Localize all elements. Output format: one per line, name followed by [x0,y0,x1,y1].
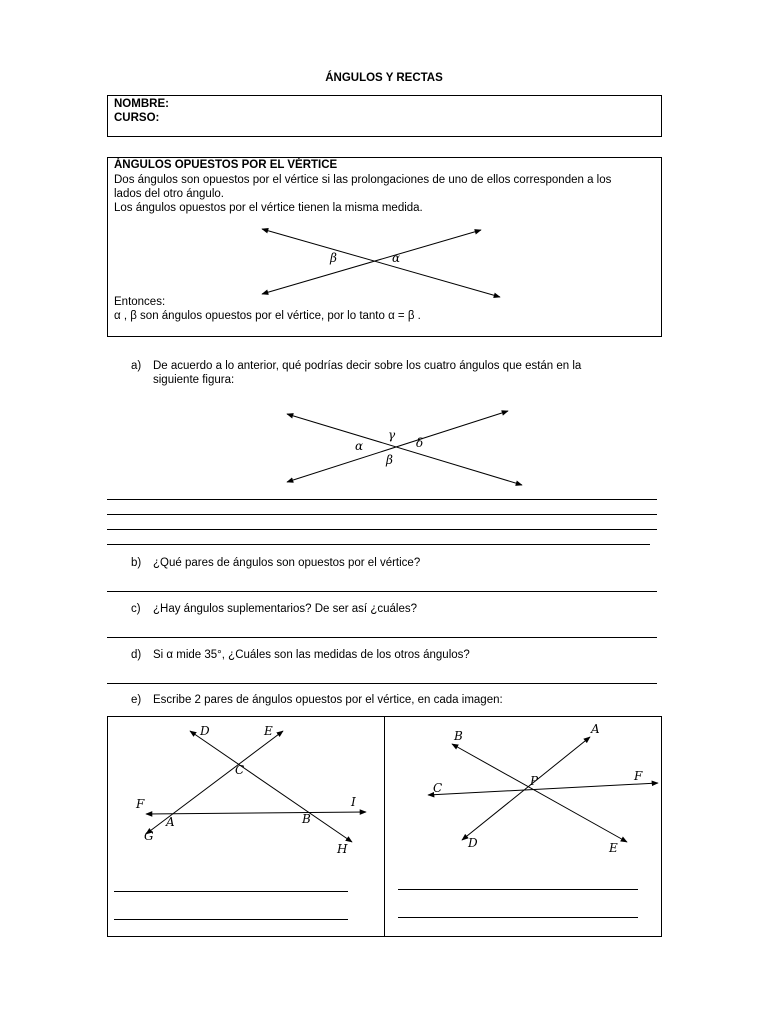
definition-line-2: lados del otro ángulo. [114,188,224,200]
right-label-e: E [609,841,618,855]
a-delta-label: δ [416,436,424,450]
left-label-i: I [351,795,356,809]
definition-line-3: Los ángulos opuestos por el vértice tienen la misma medida. [114,202,423,214]
left-line-fi [146,812,366,814]
left-label-a: A [166,815,175,829]
right-label-p: P [530,774,539,788]
a-gamma-label: γ [388,428,396,442]
question-b-text: ¿Qué pares de ángulos son opuestos por el vértice? [153,557,421,569]
left-label-b: B [302,812,311,826]
question-c-letter: c) [131,603,141,615]
a-alpha-label: α [355,439,364,453]
answer-line-e-right-2[interactable] [398,917,638,918]
def-beta-label: β [330,251,337,265]
question-e-letter: e) [131,694,142,706]
right-label-c: C [433,781,443,795]
course-label: CURSO: [114,112,160,124]
left-line-dh [190,731,352,842]
question-a-line-2: siguiente figura: [153,374,235,386]
a-beta-label: β [386,453,393,467]
def-alpha-label: α [392,251,401,265]
answer-line-e-left-2[interactable] [114,919,348,920]
question-d-letter: d) [131,649,142,661]
page-title: ÁNGULOS Y RECTAS [325,72,443,84]
right-label-a: A [591,722,600,736]
left-label-g: G [144,829,154,843]
left-label-h: H [337,842,348,856]
answer-line-e-right-1[interactable] [398,889,638,890]
question-b-letter: b) [131,557,142,569]
right-line-cf [428,783,658,795]
conclusion-text: α , β son ángulos opuestos por el vértice, por lo tanto α = β . [114,310,421,322]
left-label-d: D [200,724,210,738]
question-a-line-1: De acuerdo a lo anterior, qué podrías decir sobre los cuatro ángulos que están en la [153,360,582,372]
definition-line-1: Dos ángulos son opuestos por el vértice si las prolongaciones de uno de ellos corresponden a los [114,174,612,186]
right-label-b: B [454,729,463,743]
right-label-f: F [634,769,643,783]
question-e-text: Escribe 2 pares de ángulos opuestos por el vértice, en cada imagen: [153,694,503,706]
question-a-letter: a) [131,360,142,372]
right-line-ad [462,737,590,840]
left-label-c: C [235,763,245,777]
question-c-text: ¿Hay ángulos suplementarios? De ser así ¿cuáles? [153,603,417,615]
question-d-text: Si α mide 35°, ¿Cuáles son las medidas de los otros ángulos? [153,649,470,661]
left-label-f: F [136,797,145,811]
name-label: NOMBRE: [114,98,169,110]
left-label-e: E [264,724,273,738]
definition-heading: ÁNGULOS OPUESTOS POR EL VÉRTICE [114,159,338,171]
then-label: Entonces: [114,296,166,308]
answer-line-e-left-1[interactable] [114,891,348,892]
right-label-d: D [468,836,478,850]
